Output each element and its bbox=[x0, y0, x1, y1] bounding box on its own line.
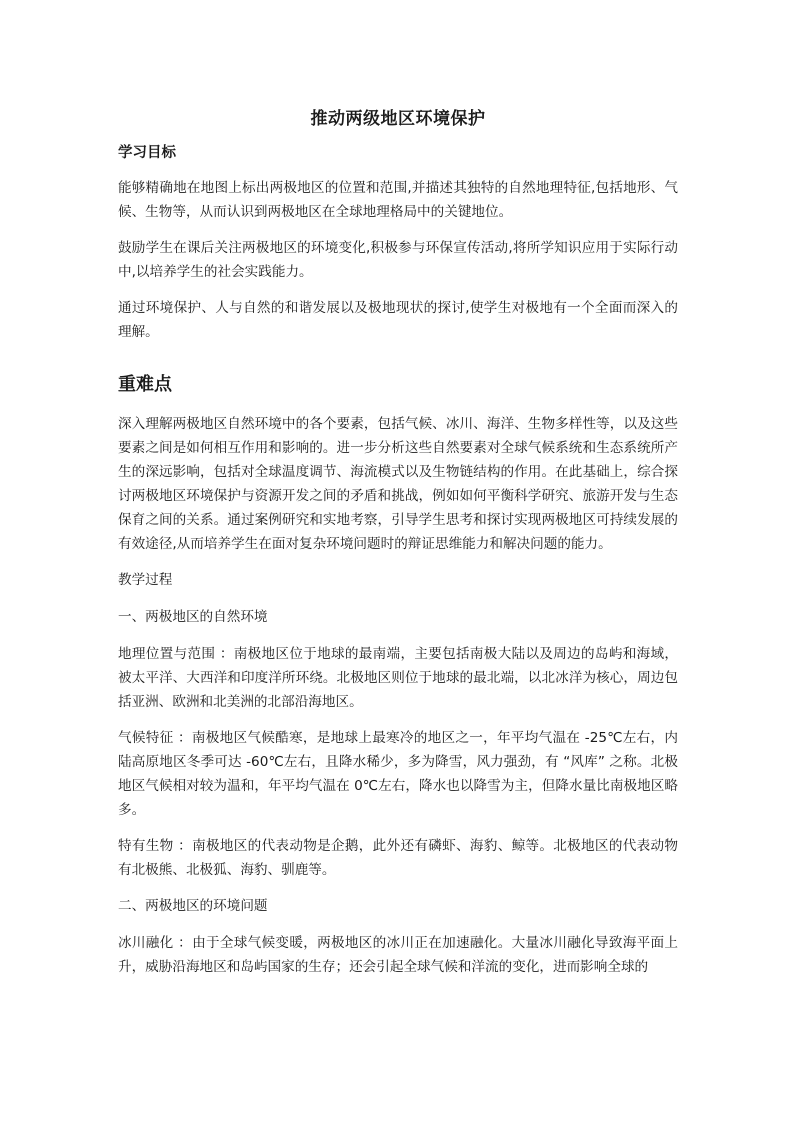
section-heading-key-points: 重难点 bbox=[118, 374, 172, 395]
part1-heading: 一、两极地区的自然环境 bbox=[118, 609, 268, 625]
goal-paragraph: 鼓励学生在课后关注两极地区的环境变化,积极参与环保宣传活动,将所学知识应用于实际行动中,以培养学生的社会实践能力。 bbox=[118, 240, 678, 280]
document-title: 推动两级地区环境保护 bbox=[310, 109, 486, 129]
part2-heading: 二、两极地区的环境问题 bbox=[118, 898, 268, 914]
part2-paragraph: 冰川融化 ：由于全球气候变暖，两极地区的冰川正在加速融化。大量冰川融化导致海平面上升，威胁沿海地区和岛屿国家的生存；还会引起全球气候和洋流的变化，进而影响全球的 bbox=[118, 935, 678, 975]
part1-paragraph: 特有生物 ：南极地区的代表动物是企鹅，此外还有磷虾、海豹、鲸等。北极地区的代表动物有北极熊、北极狐、海豹、驯鹿等。 bbox=[118, 838, 678, 878]
goal-paragraph: 通过环境保护、人与自然的和谐发展以及极地现状的探讨,使学生对极地有一个全面而深入的理解。 bbox=[118, 300, 678, 340]
goal-paragraph: 能够精确地在地图上标出两极地区的位置和范围,并描述其独特的自然地理特征,包括地形、气候、生物等，从而认识到两极地区在全球地理格局中的关键地位。 bbox=[118, 180, 678, 220]
process-heading: 教学过程 bbox=[118, 572, 173, 588]
section-heading-goals: 学习目标 bbox=[118, 145, 176, 161]
key-points-paragraph: 深入理解两极地区自然环境中的各个要素，包括气候、冰川、海洋、生物多样性等，以及这些要素之间是如何相互作用和影响的。进一步分析这些自然要素对全球气候系统和生态系统所产生的深远影响，包括对全球温度调节、海流模式以及生物链结构的作用。在此基础上，综合探讨两极地区环境保护与资源开发之间的矛盾和挑战，例如如何平衡科学研究、旅游开发与生态保育之间的关系。通过案例研究和实地考察，引导学生思考和探讨实现两极地区可持续发展的有效途径,从而培养学生在面对复杂环境问题时的辩证思维能力和解决问题的能力。 bbox=[118, 416, 678, 552]
part1-paragraph: 气候特征 ：南极地区气候酷寒，是地球上最寒冷的地区之一，年平均气温在 -25℃左右，内陆高原地区冬季可达 -60℃左右，且降水稀少，多为降雪，风力强劲，有 “风库” 之称。北极地区气候相对较为温和，年平均气温在 0℃左右，降水也以降雪为主，但降水量比南极地区略多。 bbox=[118, 730, 678, 818]
part1-paragraph: 地理位置与范围 ：南极地区位于地球的最南端，主要包括南极大陆以及周边的岛屿和海域，被太平洋、大西洋和印度洋所环绕。北极地区则位于地球的最北端，以北冰洋为核心，周边包括亚洲、欧洲和北美洲的北部沿海地区。 bbox=[118, 646, 678, 710]
